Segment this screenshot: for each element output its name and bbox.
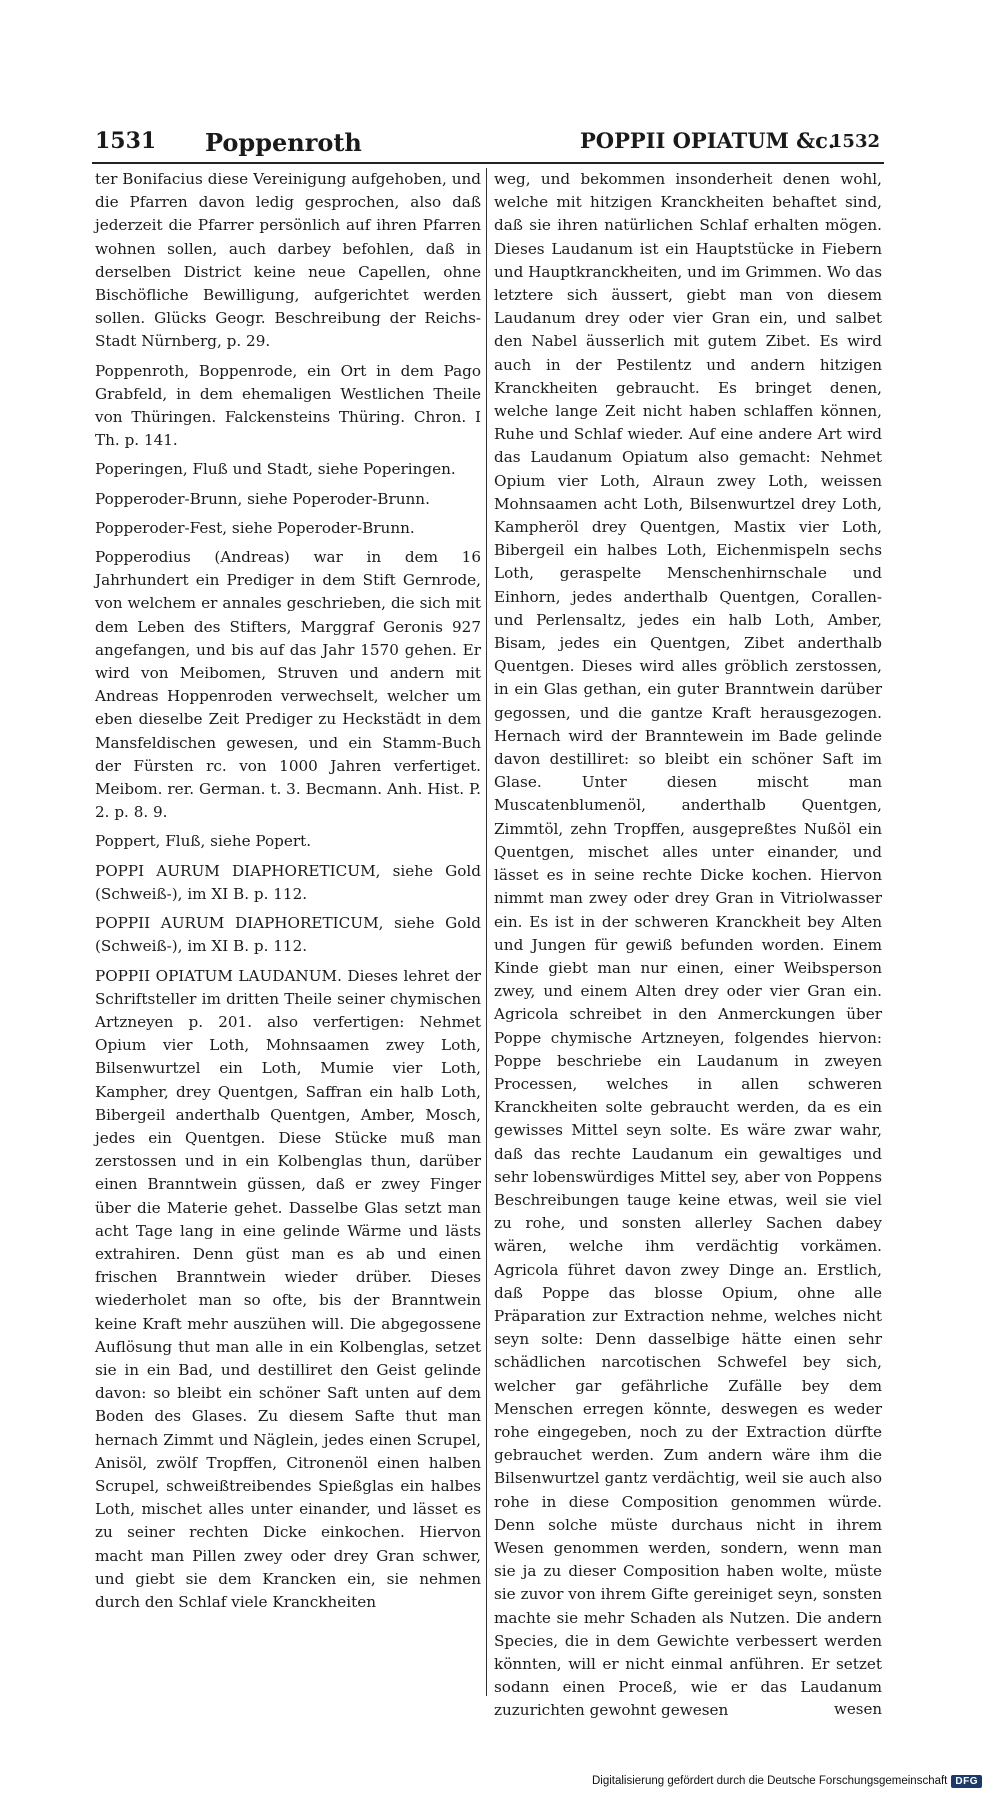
left-column [95, 168, 481, 1698]
entry-paragraph: POPPI AURUM DIAPHORETICUM, siehe Gold (Schweiß-), im XI B. p. 112. [95, 861, 481, 903]
entry-paragraph: Poperingen, Fluß und Stadt, siehe Poperingen. [95, 460, 456, 479]
header-title-right: POPPII OPIATUM &c. [580, 128, 836, 153]
entry-paragraph: Poppenroth, Boppenrode, ein Ort in dem Pago Grabfeld, in dem ehemaligen Westlichen Theile von Thüringen. Falckensteins Thüring. Chron. I Th. p. 141. [95, 361, 481, 450]
column-divider [486, 168, 487, 1696]
footer [592, 1773, 982, 1789]
right-column [494, 168, 882, 1720]
header-title-left: Poppenroth [205, 128, 362, 157]
entry-paragraph: Popperodius (Andreas) war in dem 16 Jahrhundert ein Prediger in dem Stift Gernrode, von welchem er annales geschrieben, die sich mit dem Leben des Stifters, Marggraf Geronis 927 angefangen, und bis auf das Jahr 1570 gehen. Er wird von Meibomen, Struven und andern mit Andreas Hoppenroden verwechselt, welcher um eben dieselbe Zeit Prediger zu Heckstädt in dem Mansfeldischen gewesen, und ein Stamm-Buch der Fürsten rc. von 1000 Jahren verfertiget. Meibom. rer. German. t. 3. Becmann. Anh. Hist. P. 2. p. 8. 9. [95, 548, 481, 822]
entry-paragraph: POPPII AURUM DIAPHORETICUM, siehe Gold (Schweiß-), im XI B. p. 112. [95, 914, 481, 956]
entry-paragraph: Poppert, Fluß, siehe Popert. [95, 832, 312, 851]
catchword: wesen [834, 1700, 882, 1718]
entry-paragraph: Popperoder-Brunn, siehe Poperoder-Brunn. [95, 489, 430, 508]
entry-paragraph: weg, und bekommen insonderheit denen wohl, welche mit hitzigen Kranckheiten behaftet sind, daß sie ihren natürlichen Schlaf erhalten mögen. Dieses Laudanum ist ein Hauptstücke in Fiebern und Hauptkranckheiten, und im Grimmen. Wo das letztere sich äussert, giebt man von diesem Laudanum drey oder vier Gran ein, und salbet den Nabel äusserlich mit gutem Zibet. Es wird auch in der Pestilentz und andern hitzigen Kranckheiten gebraucht. Es bringet denen, welche lange Zeit nicht haben schlaffen können, Ruhe und Schlaf wieder. Auf eine andere Art wird das Laudanum Opiatum also gemacht: Nehmet Opium vier Loth, Alraun zwey Loth, weissen Mohnsaamen acht Loth, Bilsenwurtzel drey Loth, Kampheröl drey Quentgen, Mastix vier Loth, Bibergeil ein halbes Loth, Eichenmispeln sechs Loth, geraspelte Menschenhirnschale und Einhorn, jedes anderthalb Quentgen, Corallen- und Perlensaltz, jedes ein halb Loth, Amber, Bisam, jedes ein Quentgen, Zibet anderthalb Quentgen. Dieses wird alles gröblich zerstossen, in ein Glas gethan, ein guter Branntwein darüber gegossen, und die gantze Kraft herausgezogen. Hernach wird der Branntewein im Bade gelinde davon destilliret: so bleibt ein schöner Saft im Glase. Unter diesen mischt man Muscatenblumenöl, anderthalb Quentgen, Zimmtöl, zehn Tropffen, ausgepreßtes Nußöl ein Quentgen, mischet alles unter einander, und lässet es in seine rechte Dicke kochen. Hiervon nimmt man zwey oder drey Gran in Vitriolwasser ein. Es ist in der schweren Kranckheit bey Alten und Jungen für gewiß befunden worden. Einem Kinde giebt man nur einen, einer Weibsperson zwey, und einem Alten drey oder vier Gran ein. Agricola schreibet in den Anmerckungen über Poppe chymische Artzneyen, folgendes hiervon: Poppe beschriebe ein Laudanum in zweyen Processen, welches in allen schweren Kranckheiten solte gebraucht werden, da es ein gewisses Mittel seyn solte. Es wäre zwar wahr, daß das rechte Laudanum ein gewaltiges und sehr lobenswürdiges Mittel sey, aber von Poppens Beschreibungen tauge keine etwas, weil sie viel zu rohe, und sonsten allerley Sachen dabey wären, welche ihm verdächtig vorkämen. Agricola führet davon zwey Dinge an. Erstlich, daß Poppe das blosse Opium, ohne alle Präparation zur Extraction nehme, welches nicht seyn solte: Denn dasselbige hätte einen sehr schädlichen narcotischen Schwefel bey sich, welcher gar gefährliche Zufälle bey dem Menschen erregen könnte, deswegen es weder rohe eingegeben, noch zu der Extraction dürfte gebrauchet werden. Zum andern wäre ihm die Bilsenwurtzel gantz verdächtig, weil sie auch also rohe in diese Composition genommen würde. Denn solche müste durchaus nicht in ihrem Wesen genommen werden, sondern, wenn man sie ja zu dieser Composition haben wolte, müste sie zuvor von ihrem Gifte gereiniget seyn, sonsten machte sie mehr Schaden als Nutzen. Die andern Species, die in dem Gewichte verbessert werden könnten, will er nicht einmal anführen. Er setzet sodann einen Proceß, wie er das Laudanum zuzurichten gewohnt gewesen [494, 170, 882, 1720]
running-header [95, 128, 880, 158]
header-rule [92, 162, 884, 164]
page-number-right: 1532 [829, 131, 880, 152]
footer-text: Digitalisierung gefördert durch die Deutsche Forschungsgemeinschaft [591, 1775, 948, 1787]
entry-paragraph: Popperoder-Fest, siehe Poperoder-Brunn. [95, 518, 415, 537]
dfg-logo-icon: DFG [951, 1775, 982, 1788]
entry-paragraph: ter Bonifacius diese Vereinigung aufgehoben, und die Pfarren davon ledig gesprochen, also daß jederzeit die Pfarrer persönlich auf ihren Pfarren wohnen sollen, auch darbey befohlen, daß in derselben District keine neue Capellen, ohne Bischöfliche Bewilligung, aufgerichtet werden sollen. Glücks Geogr. Beschreibung der Reichs-Stadt Nürnberg, p. 29. [95, 170, 481, 351]
page-number-left: 1531 [95, 128, 157, 154]
entry-paragraph: POPPII OPIATUM LAUDANUM. Dieses lehret der Schriftsteller im dritten Theile seiner chymischen Artzneyen p. 201. also verfertigen: Nehmet Opium vier Loth, Mohnsaamen zwey Loth, Bilsenwurtzel ein Loth, Mumie vier Loth, Kampher, drey Quentgen, Saffran ein halb Loth, Bibergeil anderthalb Quentgen, Amber, Mosch, jedes ein Quentgen. Diese Stücke muß man zerstossen und in ein Kolbenglas thun, darüber einen Branntwein güssen, daß er zwey Finger über die Materie gehet. Dasselbe Glas setzt man acht Tage lang in eine gelinde Wärme und lästs extrahiren. Denn güst man es ab und einen frischen Branntwein wieder drüber. Dieses wiederholet man so ofte, bis der Branntwein keine Kraft mehr auszühen will. Die abgegossene Auflösung thut man alle in ein Kolbenglas, setzet sie in ein Bad, und destilliret den Geist gelinde davon: so bleibt ein schöner Saft unten auf dem Boden des Glases. Zu diesem Safte thut man hernach Zimmt und Näglein, jedes einen Scrupel, Anisöl, zwölf Tropffen, Citronenöl einen halben Scrupel, schweißtreibendes Spießglas ein halbes Loth, mischet alles unter einander, und lässet es zu seiner rechten Dicke einkochen. Hiervon macht man Pillen zwey oder drey Gran schwer, und giebt sie dem Krancken ein, sie nehmen durch den Schlaf viele Kranckheiten [95, 966, 481, 1611]
